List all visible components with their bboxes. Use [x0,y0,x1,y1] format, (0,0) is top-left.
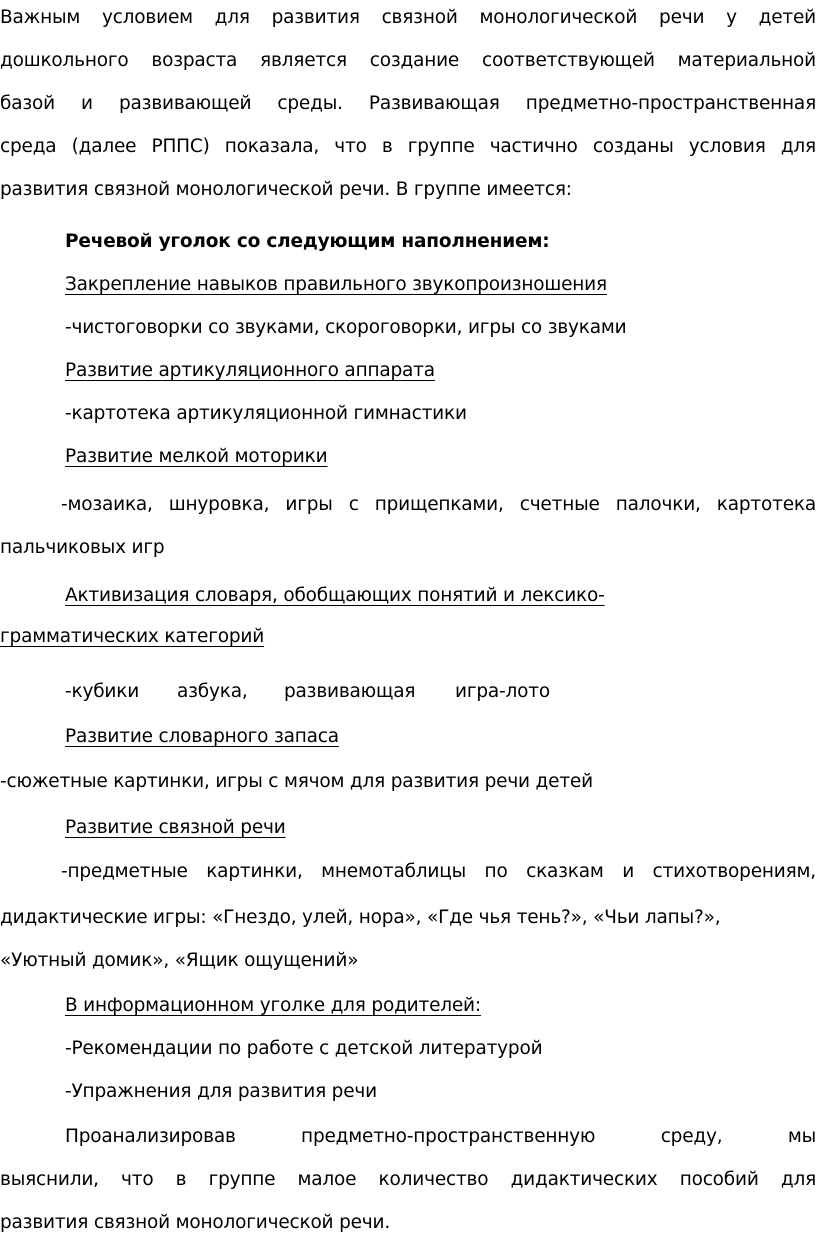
section-motor-title-text: Развитие мелкой моторики [65,446,328,467]
section-coherent-title [65,813,816,843]
section-vocab-activation-title-line-2 [0,622,816,652]
section-coherent-title-text: Развитие связной речи [65,817,286,838]
corner-heading: Речевой уголок со следующим наполнением: [65,231,550,252]
conclusion-line-3: развития связной монологической речи. [0,1212,391,1233]
section-coherent-items-line-3: «Уютный домик», «Ящик ощущений» [0,950,359,971]
section-vocab-development-items: -сюжетные картинки, игры с мячом для развития речи детей [0,771,593,792]
intro-line-1: Важным условием для развития связной монологической речи у детей [0,7,816,28]
section-articulation-title [65,356,816,386]
section-motor-items-line-1: -мозаика, шнуровка, игры с прищепками, счетные палочки, картотека [61,494,816,515]
section-parents-item-2: -Упражнения для развития речи [65,1081,377,1102]
section-sound-title-text: Закрепление навыков правильного звукопроизношения [65,274,607,295]
item-lotto: игра-лото [455,681,550,702]
intro-line-5: развития связной монологической речи. В группе имеется: [0,179,572,200]
section-parents-title-text: В информационном уголке для родителей: [65,995,481,1016]
section-motor-title [65,442,816,472]
section-vocab-activation-title-line-1 [65,581,816,611]
section-vocab-development-title-text: Развитие словарного запаса [65,726,339,747]
section-vocab-activation-title-text-1: Активизация словаря, обобщающих понятий и лексико- [65,585,605,606]
item-cubes: -кубики [65,681,140,702]
section-articulation-title-text: Развитие артикуляционного аппарата [65,360,435,381]
intro-line-4: среда (далее РППС) показала, что в группе частично созданы условия для [0,136,816,157]
section-vocab-activation-title-text-2: грамматических категорий [0,626,265,647]
section-coherent-items-line-1: -предметные картинки, мнемотаблицы по сказкам и стихотворениям, [61,861,816,882]
section-parents-item-1: -Рекомендации по работе с детской литературой [65,1038,543,1059]
item-alphabet: азбука, [177,681,248,702]
item-developing: развивающая [284,681,416,702]
section-coherent-items-line-2: дидактические игры: «Гнездо, улей, нора», «Где чья тень?», «Чьи лапы?», [0,907,721,928]
intro-line-3: базой и развивающей среды. Развивающая предметно-пространственная [0,93,816,114]
intro-line-2: дошкольного возраста является создание соответствующей материальной [0,50,816,71]
section-motor-items-line-2: пальчиковых игр [0,537,165,558]
section-vocab-development-title [65,722,816,752]
conclusion-line-1: Проанализировав предметно-пространственную среду, мы [65,1126,816,1147]
section-sound-title [65,270,816,300]
conclusion-line-2: выяснили, что в группе малое количество дидактических пособий для [0,1169,816,1190]
section-articulation-items: -картотека артикуляционной гимнастики [65,403,467,424]
section-sound-items: -чистоговорки со звуками, скороговорки, игры со звуками [65,317,627,338]
section-parents-title [65,991,816,1021]
